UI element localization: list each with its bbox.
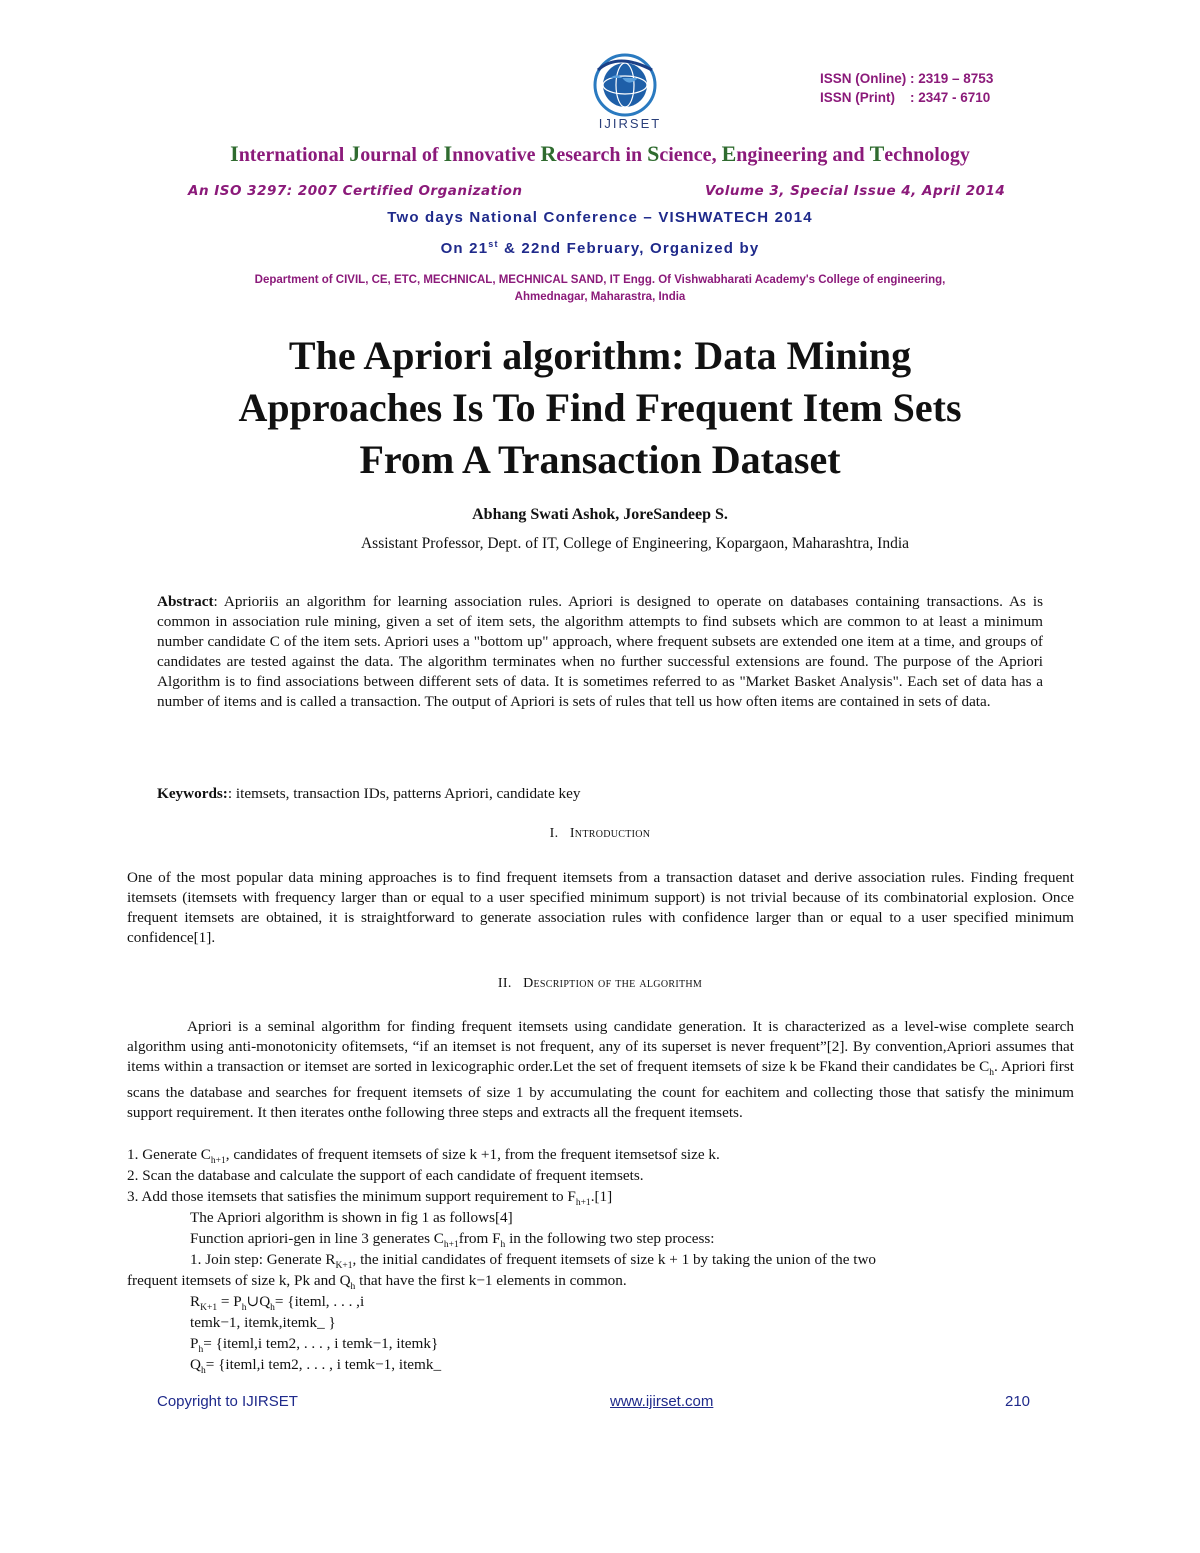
func-c: in the following two step process: (505, 1230, 715, 1247)
journal-cap: I (230, 141, 239, 166)
title-line-1: The Apriori algorithm: Data Mining (288, 333, 912, 378)
author-affiliation: Assistant Professor, Dept. of IT, College of Engineering, Kopargaon, Maharashtra, India (360, 535, 910, 552)
department-line-2: Ahmednagar, Maharastra, India (514, 291, 686, 303)
step3-b: .[1] (590, 1188, 613, 1205)
journal-rest: cience, (659, 144, 722, 166)
dates-post: & 22nd February, Organized by (498, 240, 760, 257)
journal-cap: T (869, 141, 885, 166)
step3-a: 3. Add those itemsets that satisfies the minimum support requirement to F (127, 1188, 576, 1205)
issn-print: ISSN (Print) : 2347 - 6710 (820, 90, 991, 105)
section-number: II. (497, 976, 512, 991)
journal-cap: R (540, 141, 557, 166)
organizing-department (150, 272, 1050, 306)
abstract-label: Abstract (157, 593, 214, 610)
journal-rest: nnovative (452, 144, 541, 166)
journal-cap: E (721, 141, 737, 166)
eq1-c: ∪Q (246, 1293, 271, 1310)
section-heading-introduction (0, 826, 1200, 842)
desc-sub: h (989, 1068, 994, 1079)
section-number: I. (549, 826, 559, 841)
paper-authors: Abhang Swati Ashok, JoreSandeep S. (472, 506, 728, 523)
journal-rest: ngineering and (736, 144, 870, 166)
join-a: 1. Join step: Generate R (190, 1251, 336, 1268)
keywords-text: : itemsets, transaction IDs, patterns Apriori, candidate key (227, 785, 581, 802)
introduction-paragraph: One of the most popular data mining approaches is to find frequent itemsets from a transaction dataset and derive association rules. Finding frequent itemsets (itemsets with frequency larger than or equal to a user specified minimum support) is not trivial because of its combinatorial explosion. Once frequent itemsets are obtained, it is straightforward to generate association rules with confidence larger than or equal to a user specified minimum confidence[1]. (127, 869, 1074, 946)
eq4-b: = {iteml,i tem2, . . . , i temk−1, itemk_ (205, 1356, 442, 1373)
eq4-a: Q (190, 1356, 201, 1373)
func-sub2: h (500, 1240, 506, 1251)
department-line-1: Department of CIVIL, CE, ETC, MECHNICAL, MECHNICAL SAND, IT Engg. Of Vishwabharati Academy's College of engineering, (254, 274, 946, 286)
logo-text: IJIRSET (598, 116, 662, 131)
func-b: from F (458, 1230, 501, 1247)
footer-copyright: Copyright to IJIRSET (157, 1393, 298, 1410)
title-line-3: From A Transaction Dataset (359, 437, 841, 482)
keywords (157, 784, 1043, 804)
journal-cap: I (443, 141, 453, 166)
abstract-text: : Aprioriis an algorithm for learning association rules. Apriori is designed to operate on databases containing transactions. As is common in association rule mining, given a set of item sets, the algorithm attempts to find subsets which are common to at least a minimum number candidate C of the item sets. Apriori uses a "bottom up" approach, where frequent subsets are extended one item at a time, and groups of candidates are tested against the data. The algorithm terminates when no further successful extensions are found. The purpose of the Apriori Algorithm is to find associations between different sets of data. It is sometimes referred to as "Market Basket Analysis". Each set of data has a number of items and is called a transaction. The output of Apriori is sets of rules that tell us how often items are contained in sets of data. (157, 593, 1043, 710)
issn-block (820, 69, 1045, 107)
journal-cap: J (349, 141, 361, 166)
issn-online: ISSN (Online) : 2319 – 8753 (820, 71, 994, 86)
eq1-sub1: K+1 (200, 1303, 218, 1314)
dates-sup: st (488, 239, 499, 249)
equation-2: temk−1, itemk,itemk_ } (190, 1314, 336, 1331)
journal-rest: nternational (238, 144, 350, 166)
fig-reference: The Apriori algorithm is shown in fig 1 as follows[4] (190, 1209, 513, 1226)
step-2: 2. Scan the database and calculate the support of each candidate of frequent itemsets. (127, 1167, 644, 1184)
eq1-sub3: h (270, 1303, 275, 1314)
eq1-d: = {iteml, . . . ,i (274, 1293, 365, 1310)
desc-text-a: Apriori is a seminal algorithm for finding frequent itemsets using candidate generation. It is characterized as a level-wise complete search algorithm using anti-monotonicity ofitemsets, “if an itemset is not frequent, any of its superset is never frequent”[2]. By convention,Apriori assumes that items within a transaction or itemset are sorted in lexicographic order.Let the set of frequent itemsets of size k be Fkand their candidates be C (127, 1018, 1074, 1075)
eq4-sub: h (200, 1366, 206, 1377)
eq1-sub2: h (241, 1303, 247, 1314)
eq1-b: = P (217, 1293, 242, 1310)
step1-sub: h+1 (210, 1156, 226, 1167)
volume-issue: Volume 3, Special Issue 4, April 2014 (705, 183, 1006, 199)
step3-sub: h+1 (575, 1198, 591, 1209)
join2-a: frequent itemsets of size k, Pk and Q (127, 1272, 351, 1289)
eq3-sub: h (198, 1345, 204, 1356)
section-heading-description (0, 976, 1200, 992)
section-title: Description of the algorithm (523, 976, 703, 991)
section-title: Introduction (569, 826, 651, 841)
journal-title (0, 141, 1200, 167)
desc-text-b: . Apriori first scans the database and searches for frequent itemsets of size 1 by accumulating the count for eachitem and collecting those that satisfy the minimum support requirement. It then iterates onthe following three steps and extracts all the frequent itemsets. (127, 1058, 1074, 1122)
equation-4 (190, 1355, 441, 1381)
journal-rest: echnology (884, 144, 970, 166)
join-sub: K+1 (335, 1261, 353, 1272)
func-a: Function apriori-gen in line 3 generates C (190, 1230, 444, 1247)
join-b: , the initial candidates of frequent itemsets of size k + 1 by taking the union of the two (352, 1251, 877, 1268)
iso-certification: An ISO 3297: 2007 Certified Organization (188, 183, 523, 199)
keywords-label: Keywords: (157, 785, 228, 802)
dates-pre: On 21 (440, 240, 489, 257)
globe-icon (580, 50, 670, 120)
step1-b: , candidates of frequent itemsets of size k +1, from the frequent itemsetsof size k. (225, 1146, 720, 1163)
eq3-b: = {iteml,i tem2, . . . , i temk−1, itemk} (203, 1335, 439, 1352)
journal-rest: esearch in (556, 144, 648, 166)
abstract (157, 592, 1043, 712)
description-paragraph (127, 1017, 1074, 1123)
join2-b: that have the first k−1 elements in common. (355, 1272, 627, 1289)
paper-title (100, 330, 1100, 486)
join2-sub: h (350, 1282, 356, 1293)
title-line-2: Approaches Is To Find Frequent Item Sets (238, 385, 962, 430)
footer-website-link[interactable]: www.ijirset.com (610, 1393, 714, 1410)
journal-rest: ournal of (360, 144, 444, 166)
eq3-a: P (190, 1335, 199, 1352)
step1-a: 1. Generate C (127, 1146, 211, 1163)
eq1-a: R (190, 1293, 201, 1310)
journal-cap: S (647, 141, 660, 166)
func-sub1: h+1 (443, 1240, 459, 1251)
conference-dates (0, 239, 1200, 257)
conference-name: Two days National Conference – VISHWATECH 2014 (387, 209, 813, 226)
footer-page-number: 210 (1005, 1393, 1031, 1410)
